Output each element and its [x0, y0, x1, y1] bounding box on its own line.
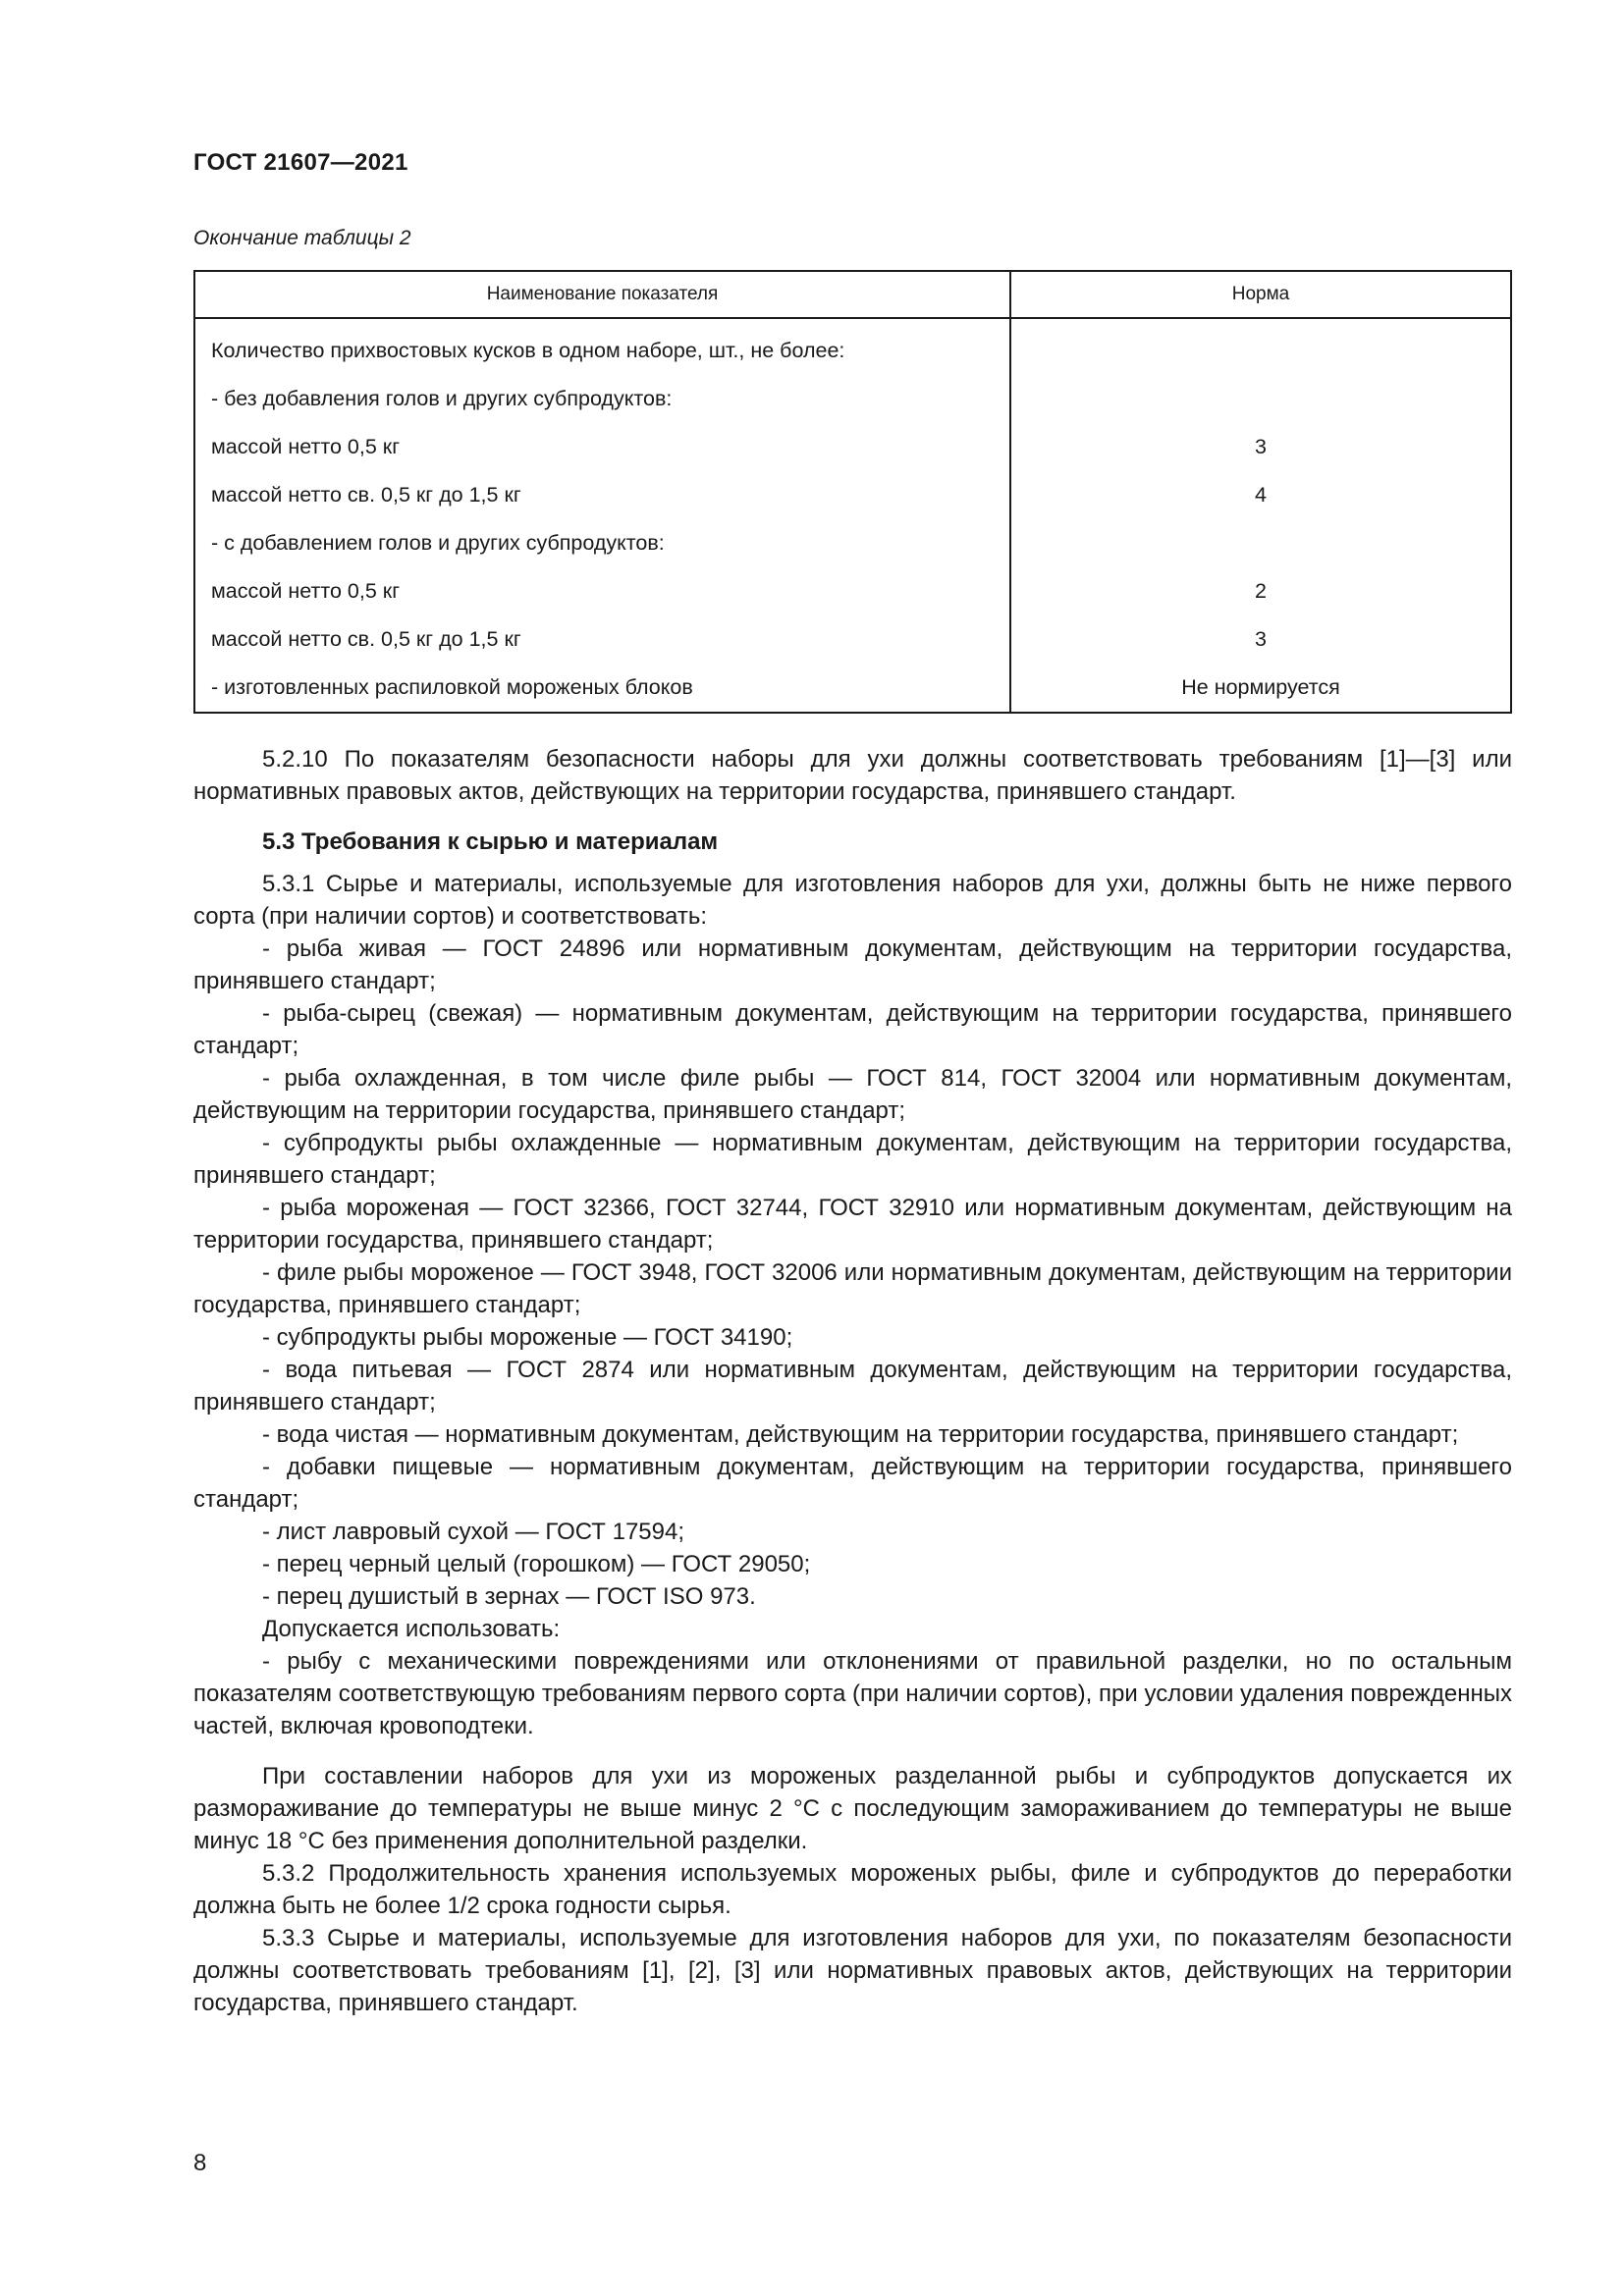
list-item: - перец душистый в зернах — ГОСТ ISO 973. [262, 1583, 756, 1610]
list-item: - рыба охлажденная, в том числе филе рыбы — ГОСТ 814, ГОСТ 32004 или нормативным документам, действующим на территории государства, принявшего стандарт; [193, 1065, 1512, 1124]
paragraph-thawing: При составлении наборов для ухи из мороженых разделанной рыбы и субпродуктов допускается их размораживание до температуры не выше минус 2 °С с последующим замораживанием до температуры не выше минус 18 °С без применения дополнительной разделки. [193, 1763, 1512, 1854]
paragraph-5-2-10: 5.2.10 По показателям безопасности наборы для ухи должны соответствовать требованиям [1]—[3] или нормативных правовых актов, действующих на территории государства, принявшего стандарт. [193, 746, 1512, 805]
list-item: - вода чистая — нормативным документам, действующим на территории государства, принявшего стандарт; [262, 1421, 1459, 1448]
body-text [193, 743, 1512, 2019]
list-item: - рыба живая — ГОСТ 24896 или нормативным документам, действующим на территории государства, принявшего стандарт; [193, 935, 1512, 994]
list-item: - вода питьевая — ГОСТ 2874 или нормативным документам, действующим на территории государства, принявшего стандарт; [193, 1357, 1512, 1415]
table-row [194, 423, 1511, 471]
column-header-indicator: Наименование показателя [194, 271, 1010, 318]
column-header-norm: Норма [1010, 271, 1511, 318]
row-norm: 2 [1010, 567, 1511, 615]
list-item: - лист лавровый сухой — ГОСТ 17594; [262, 1519, 685, 1545]
table-row [194, 664, 1511, 713]
list-item: - добавки пищевые — нормативным документам, действующим на территории государства, принявшего стандарт; [193, 1454, 1512, 1513]
list-item: - рыба мороженая — ГОСТ 32366, ГОСТ 32744, ГОСТ 32910 или нормативным документам, действующим на территории государства, принявшего стандарт; [193, 1195, 1512, 1254]
paragraph-5-3-1: 5.3.1 Сырье и материалы, используемые для изготовления наборов для ухи, должны быть не ниже первого сорта (при наличии сортов) и соответствовать: [193, 871, 1512, 930]
table-header-row [194, 271, 1511, 318]
row-indicator: массой нетто св. 0,5 кг до 1,5 кг [194, 615, 1010, 664]
allowed-intro: Допускается использовать: [262, 1616, 561, 1642]
paragraph-5-3-2: 5.3.2 Продолжительность хранения используемых мороженых рыбы, филе и субпродуктов до переработки должна быть не более 1/2 срока годности сырья. [193, 1860, 1512, 1919]
table-caption: Окончание таблицы 2 [193, 227, 411, 249]
section-heading-5-3: 5.3 Требования к сырью и материалам [262, 828, 719, 855]
norms-table [193, 270, 1512, 714]
row-indicator: массой нетто 0,5 кг [194, 567, 1010, 615]
row-indicator: - без добавления голов и других субпродуктов: [194, 375, 1010, 423]
list-item: - филе рыбы мороженое — ГОСТ 3948, ГОСТ 32006 или нормативным документам, действующим на территории государства, принявшего стандарт; [193, 1259, 1512, 1318]
row-norm [1010, 375, 1511, 423]
table-row [194, 471, 1511, 519]
row-norm: 4 [1010, 471, 1511, 519]
row-indicator: - с добавлением голов и других субпродуктов: [194, 519, 1010, 567]
list-item: - субпродукты рыбы мороженые — ГОСТ 34190; [262, 1324, 793, 1351]
row-norm [1010, 519, 1511, 567]
table-row [194, 375, 1511, 423]
list-item: - перец черный целый (горошком) — ГОСТ 29050; [262, 1551, 811, 1577]
table-row [194, 318, 1511, 375]
list-item: - рыба-сырец (свежая) — нормативным документам, действующим на территории государства, принявшего стандарт; [193, 1000, 1512, 1059]
row-norm [1010, 318, 1511, 375]
row-norm: 3 [1010, 615, 1511, 664]
row-indicator: Количество прихвостовых кусков в одном наборе, шт., не более: [194, 318, 1010, 375]
row-norm: Не нормируется [1010, 664, 1511, 713]
paragraph-5-3-3: 5.3.3 Сырье и материалы, используемые для изготовления наборов для ухи, по показателям безопасности должны соответствовать требованиям [1], [2], [3] или нормативных правовых актов, действующих на территории государства, принявшего стандарт. [193, 1925, 1512, 2016]
row-indicator: - изготовленных распиловкой мороженых блоков [194, 664, 1010, 713]
standard-header: ГОСТ 21607—2021 [193, 149, 408, 176]
table-row [194, 519, 1511, 567]
table-row [194, 615, 1511, 664]
table-row [194, 567, 1511, 615]
page-number: 8 [193, 2150, 207, 2176]
list-item: - субпродукты рыбы охлажденные — нормативным документам, действующим на территории государства, принявшего стандарт; [193, 1130, 1512, 1189]
row-indicator: массой нетто 0,5 кг [194, 423, 1010, 471]
row-norm: 3 [1010, 423, 1511, 471]
allowed-item: - рыбу с механическими повреждениями или отклонениями от правильной разделки, но по остальным показателям соответствующую требованиям первого сорта (при наличии сортов), при условии удаления поврежденных частей, включая кровоподтеки. [193, 1648, 1512, 1739]
row-indicator: массой нетто св. 0,5 кг до 1,5 кг [194, 471, 1010, 519]
